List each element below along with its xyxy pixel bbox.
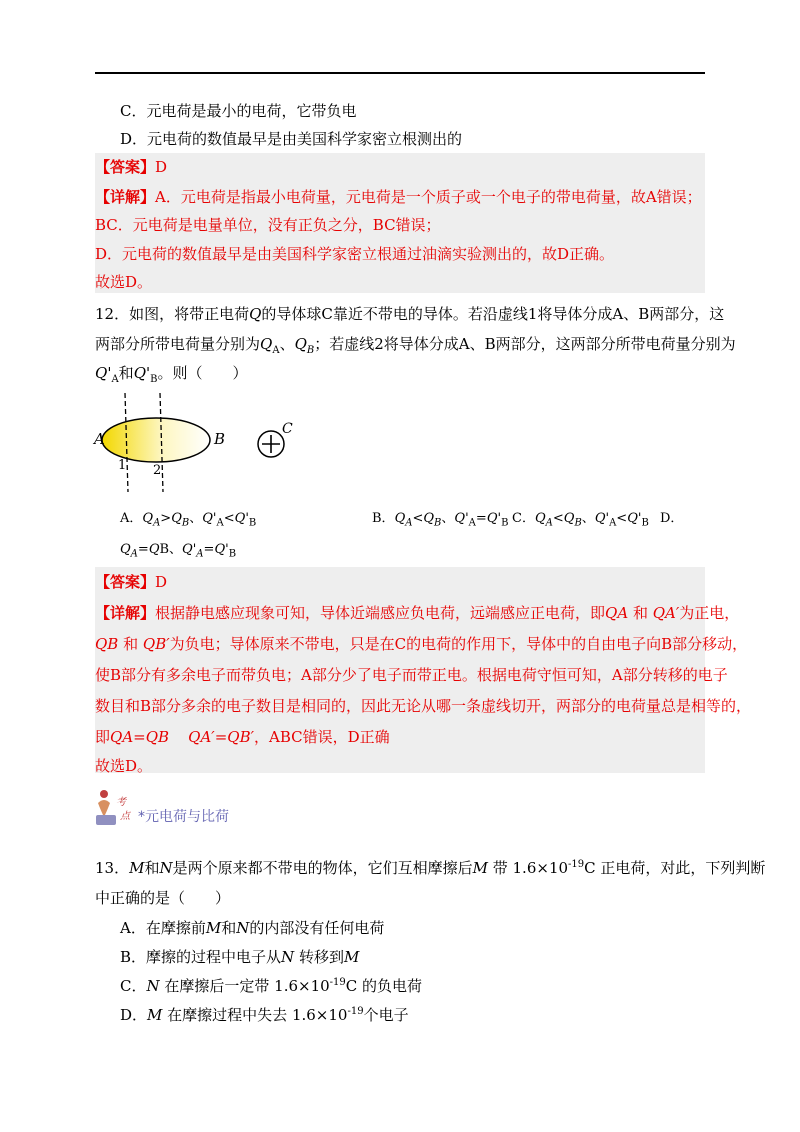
q12-detail-4: 数目和B部分多余的电子数目是相同的，因此无论从哪一条虚线切开，两部分的电荷量总是相等的， xyxy=(95,697,752,715)
text: 为负电；导体原来不带电，只是在C的电荷的作用下，导体中的自由电子向B部分移动， xyxy=(169,635,748,653)
text: 两部分所带电荷量分别为 xyxy=(95,335,261,353)
text: 和 xyxy=(144,859,160,877)
exponent: -19 xyxy=(568,859,585,870)
text: 和 xyxy=(118,364,134,382)
answer-value: D xyxy=(155,573,168,591)
answer-value: D xyxy=(155,158,168,176)
q13-stem-line-1: 13．M和N是两个原来都不带电的物体，它们互相摩擦后M 带 $1.6\times 10^{-19}C$ 正电荷，对此，下列判断 xyxy=(95,859,766,877)
q12-option-d-prefix: D． xyxy=(660,511,684,526)
text: 根据静电感应现象可知，导体近端感应负电荷，远端感应正电荷，即 xyxy=(155,604,606,622)
q13-option-d: D．M 在摩擦过程中失去 $1.6\times 10^{-19}$个电子 xyxy=(120,1006,409,1024)
var-n: N xyxy=(159,859,173,877)
q12-detail-5: 即QA=QB QA′=QB′，ABC错误，D正确 xyxy=(95,728,390,746)
text: 13． xyxy=(95,859,130,877)
q12-detail-6: 故选D。 xyxy=(95,757,153,775)
q11-option-c: C．元电荷是最小的电荷，它带负电 xyxy=(120,102,357,120)
text: 个电子 xyxy=(363,1006,409,1024)
q11-detail-4: 故选D。 xyxy=(95,273,153,291)
text: 转移到 xyxy=(298,948,344,966)
q11-detail-3: D．元电荷的数值最早是由美国科学家密立根通过油滴实验测出的，故D正确。 xyxy=(95,245,615,263)
text: C 正电荷，对此，下列判断 xyxy=(584,859,766,877)
var-m: M xyxy=(129,859,145,877)
q12-detail-1: 【详解】根据静电感应现象可知，导体近端感应负电荷，远端感应正电荷，即QA 和 QA′为正电， xyxy=(95,604,740,622)
q11-option-d: D．元电荷的数值最早是由美国科学家密立根测出的 xyxy=(120,130,463,148)
answer-tag: 【答案】 xyxy=(95,158,156,176)
q13-stem-line-2: 中正确的是（ ） xyxy=(95,889,231,907)
q12-option-c: C．$Q_A<Q_B$、$Q'_A<Q'_B$ xyxy=(512,511,649,529)
q11-answer xyxy=(95,156,167,178)
q12-stem-line-3: $Q'_A$和$Q'_B$。则（ ） xyxy=(95,364,248,385)
icon-text-1: 考 xyxy=(116,797,126,808)
label-b: B xyxy=(214,430,226,448)
text: 和 xyxy=(632,604,648,622)
text: ；若虚线2将导体分成A、B两部分，这两部分所带电荷量分别为 xyxy=(314,335,736,353)
q12-figure xyxy=(92,388,312,498)
q12-option-a: A．$Q_A>Q_B$、$Q'_A<Q'_B$ xyxy=(120,511,257,529)
header-rule xyxy=(95,72,705,74)
text: 在摩擦后一定带 1.6×10 xyxy=(164,977,330,995)
line-label-2: 2 xyxy=(153,463,162,478)
label-c: C xyxy=(282,421,293,437)
text: D． xyxy=(120,1006,148,1024)
text: 的导体球C靠近不带电的导体。若沿虚线1将导体分成A、B两部分，这 xyxy=(261,305,725,323)
line-label-1: 1 xyxy=(118,458,127,473)
q11-detail-2: BC．元电荷是电量单位，没有正负之分，BC错误； xyxy=(95,216,441,234)
q12-stem-line-1 xyxy=(95,303,724,325)
text: C 的负电荷 xyxy=(345,977,423,995)
text: 是两个原来都不带电的物体，它们互相摩擦后 xyxy=(172,859,473,877)
q12-answer xyxy=(95,571,167,593)
text: A．在摩擦前 xyxy=(120,919,206,937)
detail-tag: 【详解】 xyxy=(95,188,156,206)
conductor-ellipse xyxy=(102,418,210,462)
q13-option-c: C．N 在摩擦后一定带 $1.6\times 10^{-19}C$ 的负电荷 xyxy=(120,977,423,995)
q12-option-b: B．$Q_A<Q_B$、$Q'_A=Q'_B$ xyxy=(372,511,509,529)
q12-detail-2: QB 和 QB′为负电；导体原来不带电，只是在C的电荷的作用下，导体中的自由电子向B部分移动， xyxy=(95,635,748,653)
text: 即 xyxy=(95,728,111,746)
text: 和 xyxy=(123,635,139,653)
var-q: Q xyxy=(249,305,262,323)
text: 在摩擦过程中失去 1.6×10 xyxy=(167,1006,348,1024)
text: C． xyxy=(120,977,147,995)
text: ，ABC错误，D正确 xyxy=(254,728,390,746)
text: 带 1.6×10 xyxy=(492,859,569,877)
icon-text-2: 点 xyxy=(120,811,130,822)
text: B．摩擦的过程中电子从 xyxy=(120,948,282,966)
text: 为正电， xyxy=(679,604,740,622)
detail-tag: 【详解】 xyxy=(95,604,156,622)
text: C． xyxy=(512,511,535,526)
detail-text: A．元电荷是指最小电荷量，元电荷是一个质子或一个电子的带电荷量，故A错误； xyxy=(155,188,702,206)
text: 的内部没有任何电荷 xyxy=(249,919,385,937)
text: 。则（ ） xyxy=(157,364,248,382)
q13-option-b: B．摩擦的过程中电子从N 转移到M xyxy=(120,948,360,966)
q12-stem-line-2: 两部分所带电荷量分别为$Q_A$、$Q_B$；若虚线2将导体分成A、B两部分，这两部分所带电荷量分别为 xyxy=(95,335,736,356)
text: 和 xyxy=(221,919,237,937)
q13-option-a: A．在摩擦前M和N的内部没有任何电荷 xyxy=(120,919,385,937)
q11-detail-1 xyxy=(95,186,702,208)
answer-tag: 【答案】 xyxy=(95,573,156,591)
q12-detail-3: 使B部分有多余电子而带负电；A部分少了电子而带正电。根据电荷守恒可知，A部分转移的电子 xyxy=(95,666,728,684)
knowledge-point-label: *元电荷与比荷 xyxy=(138,809,229,825)
text: 12．如图，将带正电荷 xyxy=(95,305,250,323)
q12-option-d: $Q_A=QB$、$Q'_A=Q'_B$ xyxy=(120,542,237,560)
text: A． xyxy=(120,511,143,526)
text: B． xyxy=(372,511,395,526)
knowledge-point-icon xyxy=(92,785,138,829)
label-a: A xyxy=(94,430,105,448)
